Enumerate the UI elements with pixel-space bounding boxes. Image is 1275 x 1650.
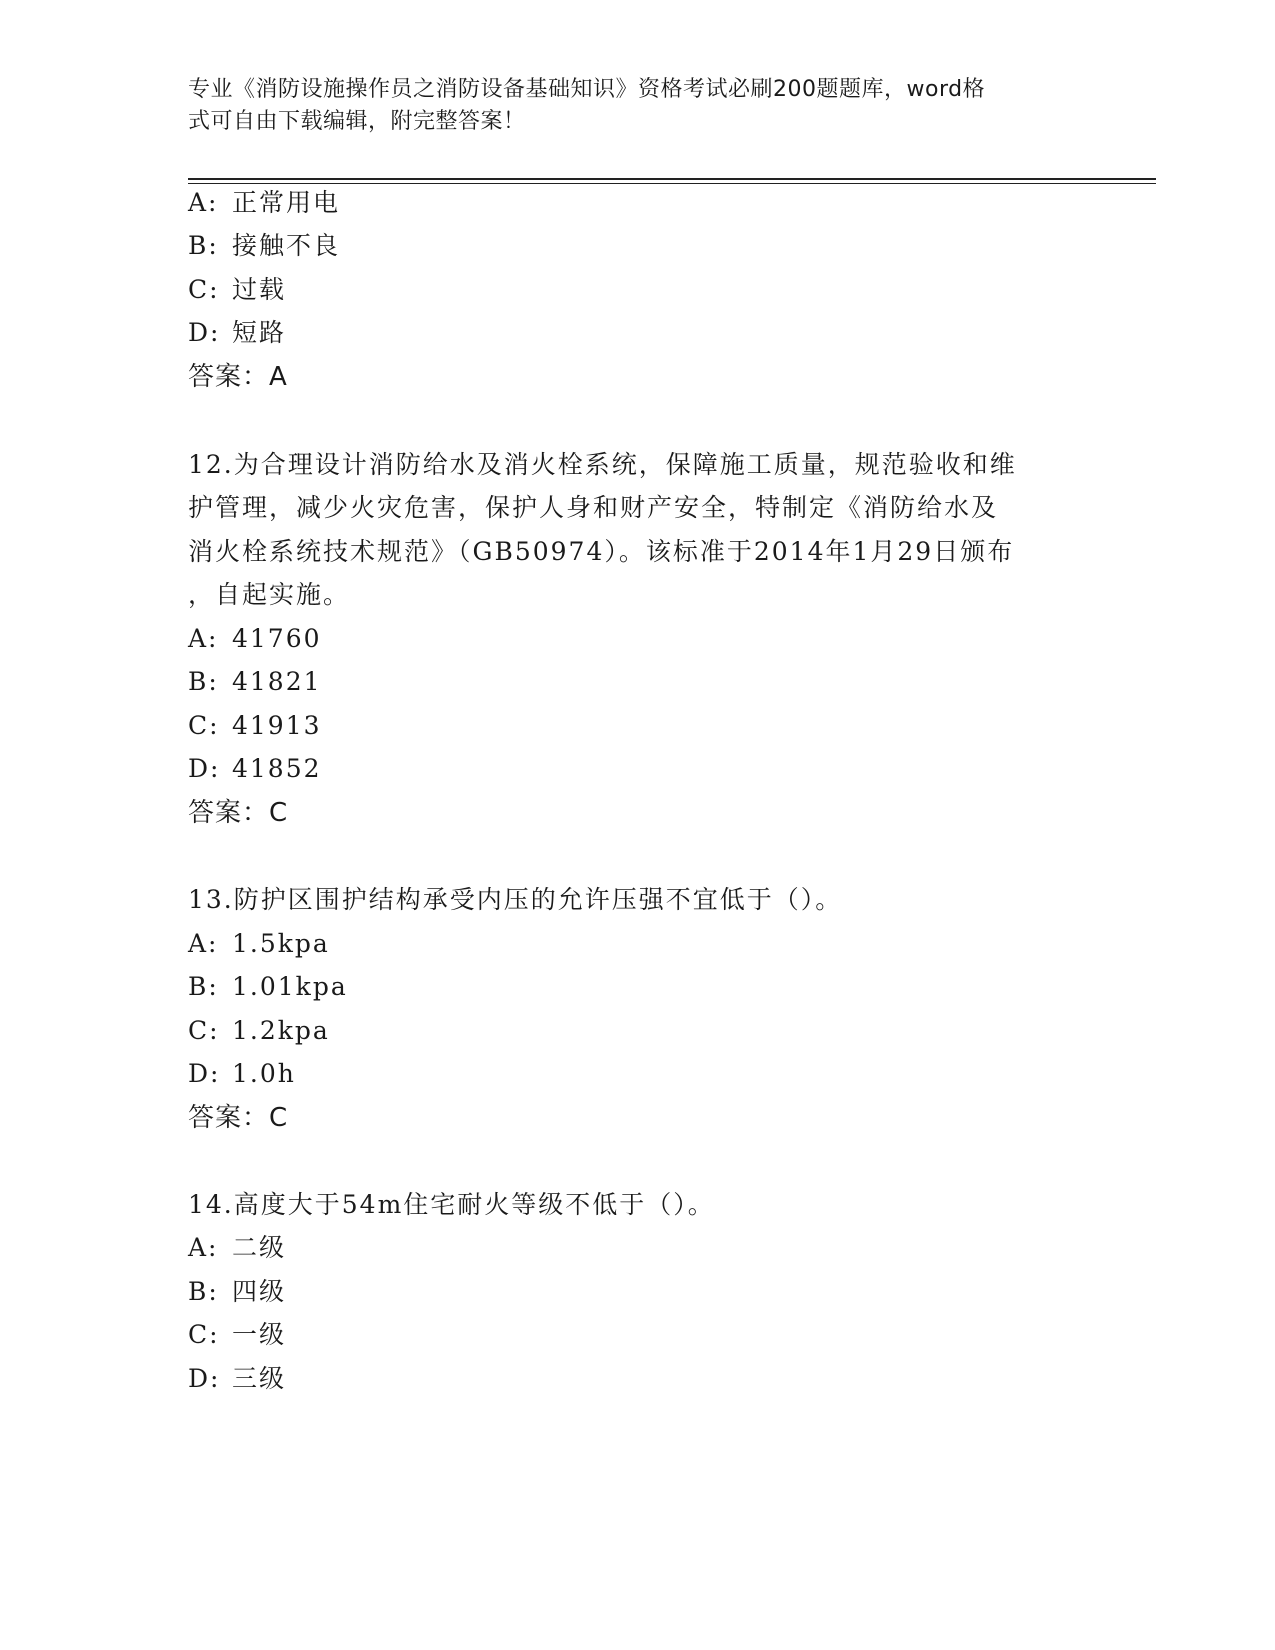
q13-option-b: B: 1.01kpa — [188, 972, 348, 1001]
q12-stem-line-1: 12.为合理设计消防给水及消火栓系统，保障施工质量，规范验收和维 — [188, 450, 1017, 479]
document-header — [188, 74, 1068, 138]
q11-option-a: A: 正常用电 — [188, 188, 341, 217]
q13-answer: 答案：C — [188, 1103, 289, 1133]
q14-option-a: A: 二级 — [188, 1233, 287, 1262]
q13-stem-line-1: 13.防护区围护结构承受内压的允许压强不宜低于（）。 — [188, 885, 843, 914]
header-line-2: 式可自由下载编辑，附完整答案！ — [188, 109, 526, 134]
q12-stem-line-2: 护管理，减少火灾危害，保护人身和财产安全，特制定《消防给水及 — [188, 493, 999, 522]
header-rule-thick — [188, 178, 1156, 180]
q11-answer: 答案：A — [188, 362, 288, 392]
q14-stem-line-1: 14.高度大于54m住宅耐火等级不低于（）。 — [188, 1190, 715, 1219]
q12-option-b: B: 41821 — [188, 667, 322, 696]
header-line-1: 专业《消防设施操作员之消防设备基础知识》资格考试必刷200题题库，word格 — [188, 77, 986, 102]
q11-option-d: D: 短路 — [188, 318, 287, 347]
q14-option-c: C: 一级 — [188, 1320, 287, 1349]
q14-option-d: D: 三级 — [188, 1364, 287, 1393]
q12-answer: 答案：C — [188, 798, 289, 828]
q13-option-a: A: 1.5kpa — [188, 929, 330, 958]
q12-option-d: D: 41852 — [188, 754, 322, 783]
q11-option-b: B: 接触不良 — [188, 231, 341, 260]
header-rule-thin — [188, 183, 1156, 184]
q12-stem-line-4: ，自起实施。 — [188, 580, 351, 609]
q14-option-b: B: 四级 — [188, 1277, 287, 1306]
q13-option-c: C: 1.2kpa — [188, 1016, 330, 1045]
q12-option-c: C: 41913 — [188, 711, 322, 740]
q12-option-a: A: 41760 — [188, 624, 322, 653]
q13-option-d: D: 1.0h — [188, 1059, 296, 1088]
q12-stem-line-3: 消火栓系统技术规范》（GB50974）。该标准于2014年1月29日颁布 — [188, 537, 1015, 566]
q11-option-c: C: 过载 — [188, 275, 287, 304]
